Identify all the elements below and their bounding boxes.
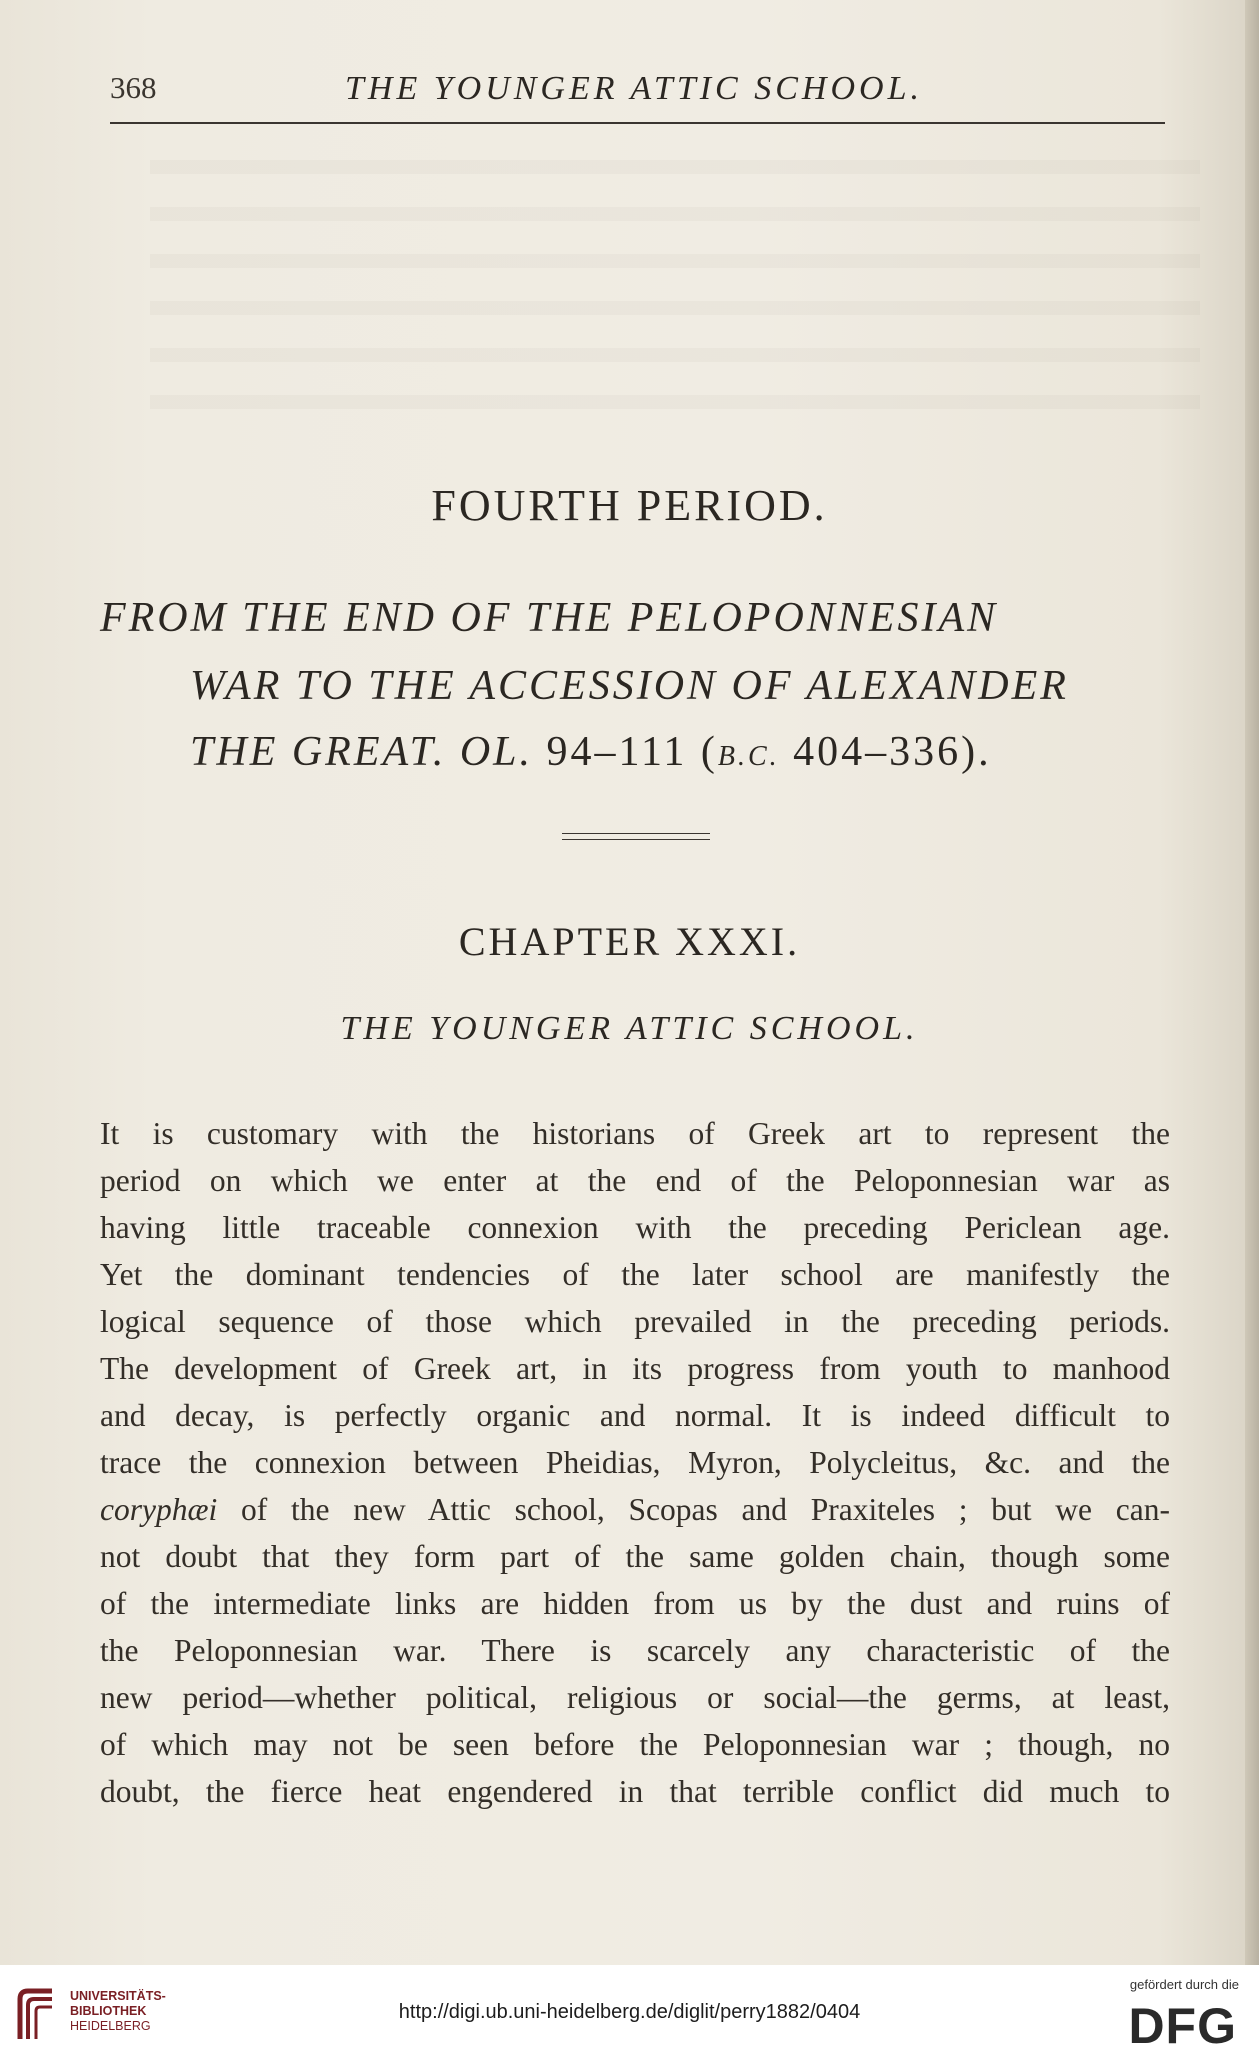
italic-word-coryphaei: coryphæi — [100, 1492, 242, 1527]
body-line-with-italic — [100, 1486, 1170, 1533]
subtitle-olympiad-range: 94–111 ( — [533, 729, 718, 775]
body-line: of which may not be seen before the Peloponnesian war ; though, no — [100, 1727, 1170, 1762]
body-line: new period—whether political, religious or social—the germs, at least, — [100, 1680, 1170, 1715]
body-line: trace the connexion between Pheidias, Myron, Polycleitus, &c. and the — [100, 1445, 1170, 1480]
page-header — [110, 62, 1165, 124]
body-line: and decay, is perfectly organic and normal. It is indeed difficult to — [100, 1398, 1170, 1433]
bleed-through-text — [150, 160, 1200, 440]
period-subtitle-line-1: FROM THE END OF THE PELOPONNESIAN — [100, 595, 999, 641]
body-line: the Peloponnesian war. There is scarcely any characteristic of the — [100, 1633, 1170, 1668]
chapter-number: CHAPTER XXXI. — [458, 919, 801, 964]
body-paragraph — [100, 1110, 1170, 1815]
page-number: 368 — [110, 70, 157, 105]
chapter-title: THE YOUNGER ATTIC SCHOOL. — [340, 1010, 919, 1047]
library-line-2: BIBLIOTHEK — [70, 2004, 147, 2018]
body-line: having little traceable connexion with the preceding Periclean age. — [100, 1210, 1170, 1245]
subtitle-bc: B.C. — [717, 741, 780, 772]
body-line: doubt, the fierce heat engendered in that terrible conflict did much to — [100, 1774, 1170, 1809]
library-line-1: UNIVERSITÄTS- — [70, 1989, 166, 2003]
page-edge-shadow — [1245, 0, 1259, 1965]
body-line: period on which we enter at the end of the Peloponnesian war as — [100, 1163, 1170, 1198]
body-line: The development of Greek art, in its progress from youth to manhood — [100, 1351, 1170, 1386]
body-line-rest: of the new Attic school, Scopas and Praxiteles ; but we can- — [241, 1492, 1171, 1527]
body-line: of the intermediate links are hidden from us by the dust and ruins of — [100, 1586, 1170, 1621]
digitization-footer — [0, 1965, 1259, 2058]
dfg-logo: DFG — [1128, 1998, 1237, 2054]
funding-note: gefördert durch die — [1129, 1977, 1239, 1992]
period-title: FOURTH PERIOD. — [431, 481, 828, 530]
subtitle-years: 404–336). — [779, 729, 992, 775]
library-line-3: HEIDELBERG — [70, 2019, 151, 2033]
section-divider-rule — [562, 833, 710, 840]
period-subtitle-line-2: WAR TO THE ACCESSION OF ALEXANDER — [190, 663, 1069, 709]
running-head: THE YOUNGER ATTIC SCHOOL. — [345, 70, 923, 107]
body-line: logical sequence of those which prevailed in the preceding periods. — [100, 1304, 1170, 1339]
period-subtitle-line-3 — [190, 728, 1259, 776]
body-line: It is customary with the historians of Greek art to represent the — [100, 1116, 1170, 1151]
subtitle-great-ol: THE GREAT. OL. — [190, 729, 534, 775]
body-line: not doubt that they form part of the same golden chain, though some — [100, 1539, 1170, 1574]
source-url-link[interactable]: http://digi.ub.uni-heidelberg.de/diglit/perry1882/0404 — [398, 2001, 861, 2023]
body-line: Yet the dominant tendencies of the later school are manifestly the — [100, 1257, 1170, 1292]
